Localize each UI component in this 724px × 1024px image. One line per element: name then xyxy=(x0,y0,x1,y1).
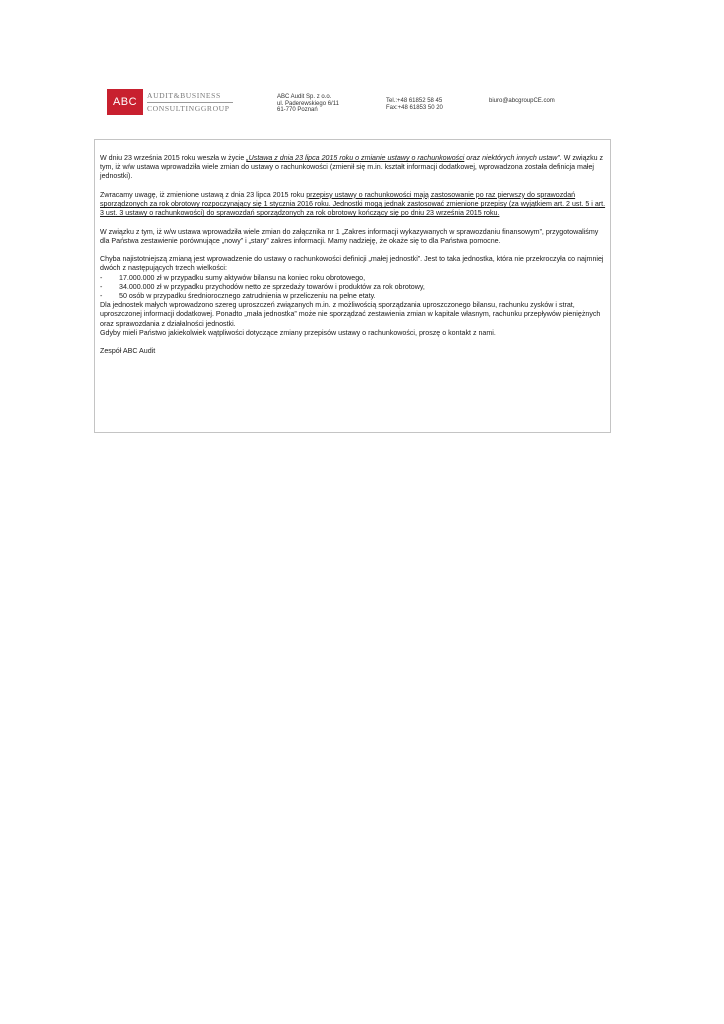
logo-line-1: AUDIT&BUSINESS xyxy=(147,91,233,103)
p4-intro: Chyba najistotniejszą zmianą jest wprowadzenie do ustawy o rachunkowości definicji „małej jednostki”. Jest to taka jednostka, która nie przekroczyła co najmniej dwóch z następujących trzech wielkości: xyxy=(100,255,604,273)
list-item xyxy=(100,283,606,292)
p1-text-b: oraz niektórych innych ustaw”. xyxy=(464,154,562,162)
p2-underlined-text: przepisy ustawy o rachunkowości mają zastosowanie po raz pierwszy do sprawozdań sporządzonych za rok obrotowy rozpoczynający się 1 stycznia 2016 roku. Jednostki mogą jednak zastosować zmienione przepisy (za wyjątkiem art. 2 ust. 5 i art. 3 ust. 3 ustawy o rachunkowości) do sprawozdań sporządzonych za rok obrotowy kończący się po dniu 23 września 2015 roku. xyxy=(100,190,606,218)
company-city: 61-770 Poznań xyxy=(277,107,318,114)
law-title-link[interactable]: „Ustawa z dnia 23 lipca 2015 roku o zmianie ustawy o rachunkowości xyxy=(246,154,465,162)
bullet-marker: - xyxy=(100,273,103,282)
list-item-text: 34.000.000 zł w przypadku przychodów netto ze sprzedaży towarów i produktów za rok obrotowy, xyxy=(119,282,425,291)
p4-contact: Gdyby mieli Państwo jakiekolwiek wątpliwości dotyczące zmiany przepisów ustawy o rachunkowości, proszę o kontakt z nami. xyxy=(100,328,496,337)
company-name: ABC Audit Sp. z o.o. xyxy=(277,94,332,100)
company-phones xyxy=(386,98,443,111)
letter-body xyxy=(100,154,606,366)
paragraph-3: W związku z tym, iż w/w ustawa wprowadziła wiele zmian do załącznika nr 1 „Zakres informacji wykazywanych w sprawozdaniu finansowym”, przygotowaliśmy dla Państwa zestawienie porównujące „nowy” i „stary” zakres informacji. Mamy nadzieję, że okaże się to dla Państwa pomocne. xyxy=(100,227,599,245)
list-item xyxy=(100,274,606,283)
list-item xyxy=(100,292,606,301)
company-address xyxy=(277,94,339,114)
p1-text-a: W dniu 23 września 2015 roku weszła w życie xyxy=(100,154,247,162)
company-logo xyxy=(107,89,233,115)
p1-text-c: W związku z tym, iż w/w ustawa wprowadziła wiele zmian do ustawy o rachunkowości (zmienił się m.in. kształt informacji dodatkowej, wprowadzona została definicja małej jednostki). xyxy=(100,154,604,181)
company-street: ul. Paderewskiego 6/11 xyxy=(277,100,339,107)
list-item-text: 50 osób w przypadku średniorocznego zatrudnienia w przeliczeniu na pełne etaty. xyxy=(119,292,376,300)
logo-line-2: CONSULTINGGROUP xyxy=(147,103,230,113)
logo-wordmark xyxy=(147,89,233,115)
fax-number: Fax:+48 61853 50 20 xyxy=(386,104,443,111)
bullet-marker: - xyxy=(100,292,103,300)
list-item-text: 17.000.000 zł w przypadku sumy aktywów bilansu na koniec roku obrotowego, xyxy=(119,273,366,282)
paragraph-1 xyxy=(100,154,606,182)
paragraph-2 xyxy=(100,191,606,219)
paragraph-4 xyxy=(100,255,606,338)
p4-after: Dla jednostek małych wprowadzono szereg uproszczeń związanych m.in. z możliwością sporządzania uproszczonego bilansu, rachunku zysków i strat, uproszczonej informacji dodatkowej. Ponadto „mała jednostka” może nie sporządzać zestawienia zmian w kapitale własnym, rachunku przepływów pieniężnych oraz sprawozdania z działalności jednostki. xyxy=(100,301,601,328)
letterhead xyxy=(0,0,724,130)
logo-abc-box: ABC xyxy=(107,89,143,115)
bullet-marker: - xyxy=(100,282,103,291)
phone-number: Tel.:+48 61852 58 45 xyxy=(386,98,443,104)
signature: Zespół ABC Audit xyxy=(100,347,156,356)
p2-text-a: Zwracamy uwagę, iż zmienione ustawą z dnia 23 lipca 2015 roku xyxy=(100,190,307,199)
company-email[interactable]: biuro@abcgroupCE.com xyxy=(489,98,555,104)
